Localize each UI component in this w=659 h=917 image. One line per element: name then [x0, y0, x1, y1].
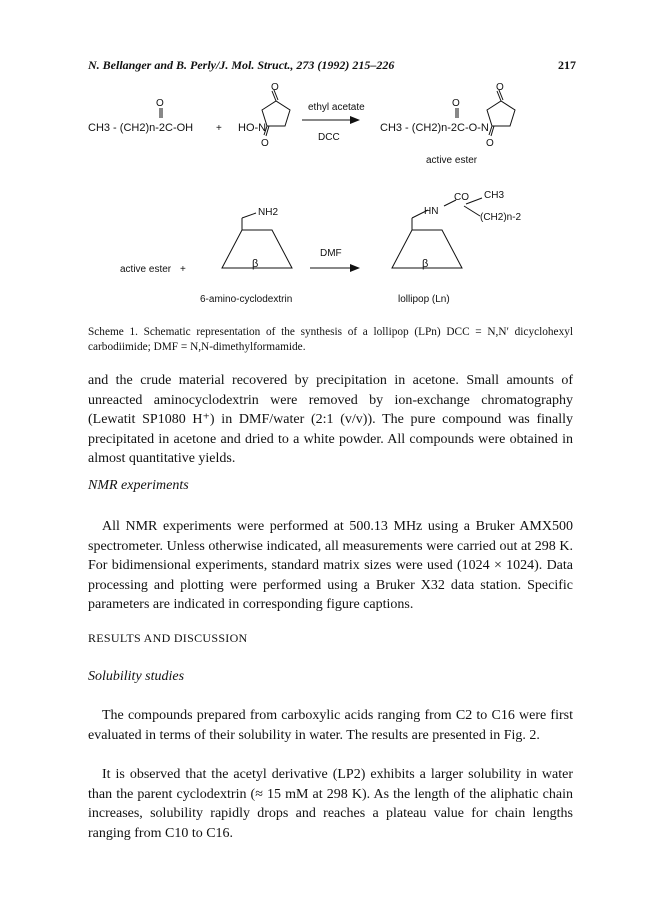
- beta-label-product: β: [422, 258, 429, 270]
- paragraph-purification: [88, 371, 573, 469]
- paragraph-nmr: [88, 517, 573, 615]
- carboxylic-acid-formula: CH3 - (CH2)n-2C-OH: [88, 122, 194, 134]
- running-head: N. Bellanger and B. Perly/J. Mol. Struct., 273 (1992) 215–226: [88, 58, 395, 72]
- reagent-dcc: DCC: [318, 132, 340, 143]
- active-ester-reactant: active ester: [120, 264, 172, 275]
- reagent-ethyl-acetate: ethyl acetate: [308, 102, 365, 113]
- scheme-caption: Scheme 1. Schematic representation of the synthesis of a lollipop (LPn) DCC = N,N′ dicyclohexyl carbodiimide; DMF = N,N-dimethylformamide.: [88, 326, 573, 353]
- arrowhead-1: [350, 116, 360, 124]
- paragraph-text: and the crude material recovered by precipitation in acetone. Small amounts of unreacted aminocyclodextrin were removed by ion-exchange chromatography (Lewatit SP1080 H⁺) in DMF/water (2:1 (v/v)). The pure compound was finally precipitated in acetone and dried to a white powder. All compounds were obtained in almost quantitative yields.: [88, 373, 573, 466]
- reaction-scheme: [0, 80, 659, 320]
- lollipop-label: lollipop (Ln): [398, 294, 450, 305]
- svg-text:O: O: [452, 98, 460, 109]
- svg-text:O: O: [486, 138, 494, 149]
- succinimide-ring-reactant: [262, 101, 290, 126]
- beta-label-reactant: β: [252, 258, 259, 270]
- nhs-formula: HO-N: [238, 122, 267, 134]
- svg-text:O: O: [261, 138, 269, 149]
- arrowhead-2: [350, 264, 360, 272]
- plus-sign-1: +: [216, 123, 222, 134]
- paragraph-solubility-2: [88, 765, 573, 843]
- svg-text:O: O: [271, 82, 279, 93]
- heading-nmr-experiments: NMR experiments: [88, 478, 189, 493]
- scheme-drawing: [0, 80, 659, 320]
- aminocyclodextrin-label: 6-amino-cyclodextrin: [200, 294, 293, 305]
- succinimide-ring-product: [487, 101, 515, 126]
- amine-group: NH2: [258, 207, 279, 218]
- product-ch2-chain: (CH2)n-2: [480, 212, 522, 223]
- svg-text:O: O: [156, 98, 164, 109]
- paragraph-text: All NMR experiments were performed at 500.13 MHz using a Bruker AMX500 spectrometer. Unless otherwise indicated, all measurements were carried out at 298 K. For bidimensional experiments, standard matrix sizes were used (1024 × 1024). Data processing and plotting were performed using a Bruker X32 data station. Specific parameters are indicated in corresponding figure captions.: [88, 519, 573, 612]
- plus-sign-2: +: [180, 264, 186, 275]
- active-ester-formula: CH3 - (CH2)n-2C-O-N: [380, 122, 489, 134]
- svg-text:O: O: [496, 82, 504, 93]
- paragraph-text: The compounds prepared from carboxylic acids ranging from C2 to C16 were first evaluated in terms of their solubility in water. The results are presented in Fig. 2.: [88, 708, 573, 743]
- heading-results-discussion: RESULTS AND DISCUSSION: [88, 631, 248, 645]
- heading-solubility-studies: Solubility studies: [88, 669, 185, 684]
- product-ch3: CH3: [484, 190, 505, 201]
- reagent-dmf: DMF: [320, 248, 342, 259]
- paragraph-solubility-1: [88, 706, 573, 745]
- page-number: 217: [558, 58, 576, 72]
- paragraph-text: It is observed that the acetyl derivative (LP2) exhibits a larger solubility in water than the parent cyclodextrin (≈ 15 mM at 298 K). As the length of the aliphatic chain increases, solubility rapidly drops and reaches a plateau value for chain lengths ranging from C10 to C16.: [88, 767, 573, 841]
- active-ester-label: active ester: [426, 155, 478, 166]
- product-hn: HN: [424, 206, 439, 217]
- product-co: CO: [454, 192, 469, 203]
